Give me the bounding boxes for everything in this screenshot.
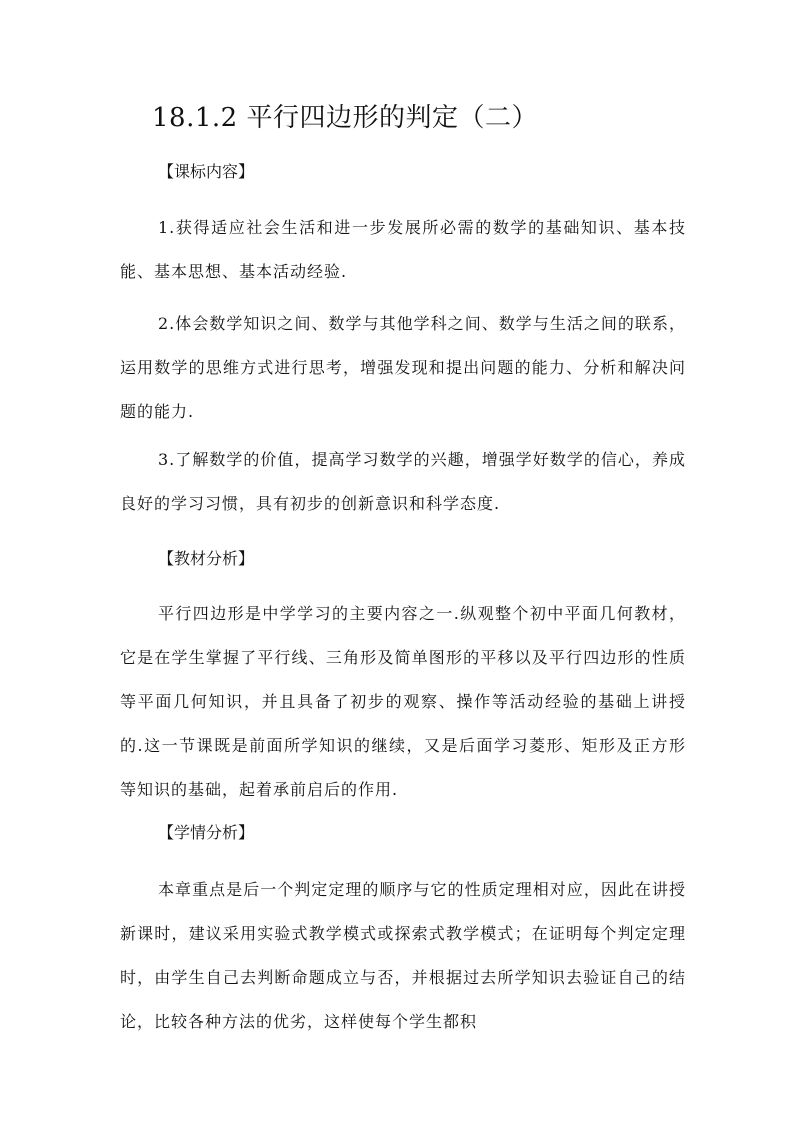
paragraph-textbook-1: 平行四边形是中学学习的主要内容之一.纵观整个初中平面几何教材，它是在学生掌握了平行线、三角形及简单图形的平移以及平行四边形的性质等平面几何知识，并且具备了初步的观察、操作等活动经验的基础上讲授的.这一节课既是前面所学知识的继续，又是后面学习菱形、矩形及正方形等知识的基础，起着承前启后的作用. (120, 604, 686, 799)
paragraph-curriculum-1: 1.获得适应社会生活和进一步发展所必需的数学的基础知识、基本技能、基本思想、基本活动经验. (120, 218, 686, 281)
paragraph-learner-1: 本章重点是后一个判定定理的顺序与它的性质定理相对应，因此在讲授新课时，建议采用实验式教学模式或探索式教学模式；在证明每个判定定理时，由学生自己去判断命题成立与否，并根据过去所学知识去验证自己的结论，比较各种方法的优劣，这样使每个学生都积 (120, 880, 686, 1031)
section-heading-learner: 【学情分析】 (158, 823, 255, 842)
section-heading-curriculum: 【课标内容】 (158, 162, 255, 181)
section-heading-textbook: 【教材分析】 (158, 549, 255, 568)
page-title: 18.1.2 平行四边形的判定（二） (152, 103, 538, 133)
paragraph-curriculum-3: 3.了解数学的价值，提高学习数学的兴趣，增强学好数学的信心，养成良好的学习习惯，具有初步的创新意识和科学态度. (120, 450, 686, 513)
paragraph-curriculum-2: 2.体会数学知识之间、数学与其他学科之间、数学与生活之间的联系，运用数学的思维方式进行思考，增强发现和提出问题的能力、分析和解决问题的能力. (120, 314, 686, 421)
